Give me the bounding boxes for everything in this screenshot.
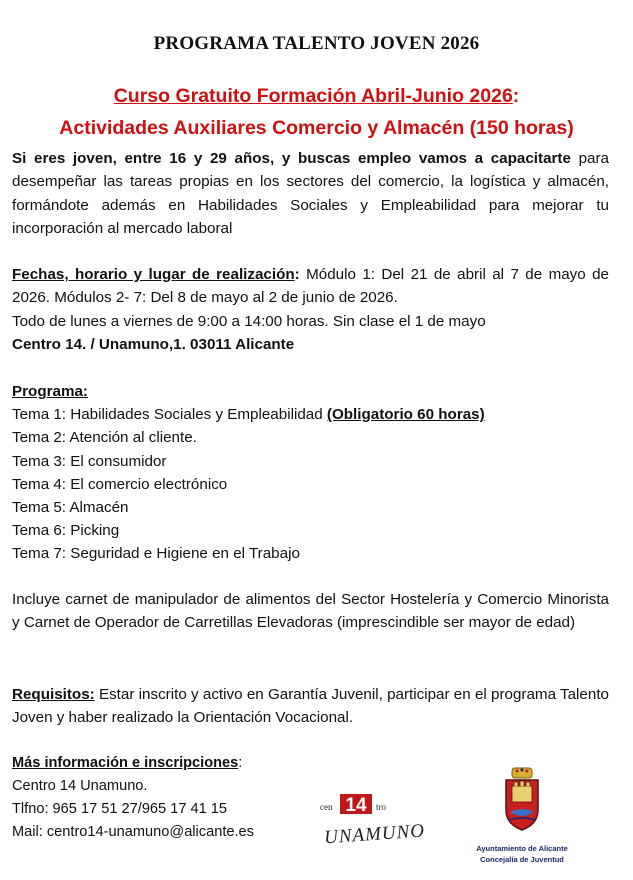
dates-text: Módulo 1: Del 21 de abril al 7 de mayo de 2026. Módulos 2- 7: Del 8 de mayo al 2 de junio de 2026.	[12, 266, 610, 307]
course-subtitle	[0, 85, 633, 108]
logo-number: 14	[345, 795, 367, 816]
course-name: Actividades Auxiliares Comercio y Almacén (150 horas)	[59, 117, 574, 139]
program-item: Tema 7: Seguridad e Higiene en el Trabajo	[12, 545, 300, 563]
logo-cen: cen	[320, 802, 333, 812]
requirements-text: Estar inscrito y activo en Garantía Juvenil, participar en el programa Talento Joven y haber realizado la Orientación Vocacional.	[12, 686, 609, 727]
logo-unamuno: UNAMUNO	[323, 820, 426, 848]
ayuntamiento-logo	[462, 764, 582, 874]
tema1-mandatory: (Obligatorio 60 horas)	[326, 406, 485, 424]
course-subtitle-colon: :	[512, 85, 520, 107]
intro-paragraph	[12, 147, 609, 240]
schedule-text: Todo de lunes a viernes de 9:00 a 14:00 horas. Sin clase el 1 de mayo	[12, 312, 486, 330]
page-title: PROGRAMA TALENTO JOVEN 2026	[153, 33, 480, 54]
dates-colon: :	[294, 266, 300, 283]
program-item: Tema 6: Picking	[12, 522, 120, 540]
contact-colon: :	[238, 755, 243, 771]
contact-email: Mail: centro14-unamuno@alicante.es	[12, 824, 254, 840]
dates-label: Fechas, horario y lugar de realización	[12, 266, 295, 283]
intro-bold: Si eres joven, entre 16 y 29 años, y buscas empleo vamos a capacitarte	[12, 150, 571, 167]
contact-phone: Tlfno: 965 17 51 27/965 17 41 15	[12, 801, 228, 817]
dates-section	[12, 263, 609, 356]
requirements-label: Requisitos:	[12, 686, 95, 703]
requirements-paragraph	[12, 683, 609, 730]
program-item	[12, 403, 485, 426]
contact-centre: Centro 14 Unamuno.	[12, 778, 148, 794]
centro14-logo	[318, 788, 428, 848]
ayuntamiento-name: Ayuntamiento de Alicante	[476, 844, 568, 853]
program-label: Programa:	[12, 383, 88, 400]
concejalia-name: Concejalía de Juventud	[480, 855, 564, 864]
coat-of-arms-icon	[462, 764, 582, 844]
program-item: Tema 2: Atención al cliente.	[12, 429, 197, 447]
program-item: Tema 3: El consumidor	[12, 452, 167, 470]
program-item: Tema 4: El comercio electrónico	[12, 475, 228, 493]
intro-rest: para desempeñar las tareas propias en los sectores del comercio, la logística y almacén, formándote además en Habilidades Sociales y Empleabilidad para mejorar tu incorporación al mercado laboral	[12, 150, 610, 237]
program-item: Tema 5: Almacén	[12, 499, 129, 517]
program-section	[12, 380, 485, 566]
contact-label: Más información e inscripciones	[12, 755, 239, 771]
tema1-text: Tema 1: Habilidades Sociales y Empleabilidad	[12, 406, 327, 424]
dates-paragraph	[12, 266, 609, 306]
location-text: Centro 14. / Unamuno,1. 03011 Alicante	[12, 335, 295, 353]
includes-paragraph: Incluye carnet de manipulador de alimentos del Sector Hostelería y Comercio Minorista y Carnet de Operador de Carretillas Elevadoras (imprescindible ser mayor de edad)	[12, 591, 609, 632]
course-subtitle-text: Curso Gratuito Formación Abril-Junio 2026	[113, 85, 513, 107]
logo-tro: tro	[376, 802, 386, 812]
